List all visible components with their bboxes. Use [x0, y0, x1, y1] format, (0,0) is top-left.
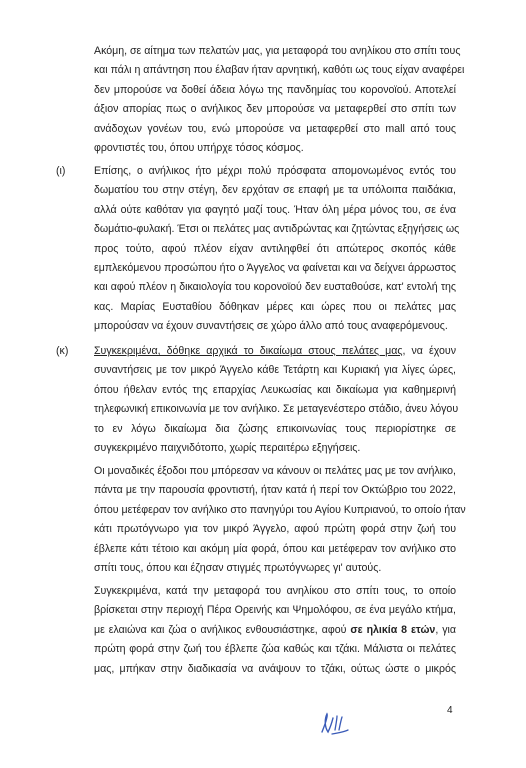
- text-line: προς τούτο, αφού πλέον είχαν αντιληφθεί ότι απώτερος σκοπός κάθε: [94, 242, 456, 255]
- text-line: δωμάτιο-φυλακή. Έτσι οι πελάτες μας αντιδρώντας και ζητώντας εξηγήσεις ως: [94, 223, 460, 236]
- text-line: Συγκεκριμένα, κατά την μεταφορά του ανηλίκου στο σπίτι τους, το οποίο: [94, 585, 456, 597]
- text-line: μπορούσαν να έχουν συναντήσεις σε χώρο άλλο από τους αναφερόμενους.: [94, 320, 448, 333]
- paragraph-3: [94, 342, 459, 458]
- text-line: κας. Μαρίας Ευσταθίου δόθηκαν μέρες και ώρες που οι πελάτες μας: [94, 300, 456, 313]
- text-line: δεν μπορούσε να δοθεί άδεια λόγω της πανδημίας του κορονοϊού. Αποτελεί: [94, 83, 456, 96]
- signature-mark: [318, 710, 352, 738]
- paragraph-4: [94, 462, 466, 578]
- text-line: δωματίου του στην στέγη, δεν ερχόταν σε επαφή με τα υπόλοιπα παιδάκια,: [94, 184, 456, 197]
- text-line: όπου ήθελαν εντός της επαρχίας Λευκωσίας και δικαίωμα για καθημερινή: [94, 383, 456, 396]
- line-head: με ελαιώνα και ζώα ο ανήλικος ενθουσιάστηκε, αφού: [94, 623, 347, 636]
- page-number: 4: [447, 705, 453, 716]
- text-line: το εν λόγω δικαίωμα δια ζώσης επικοινωνίας τους περιορίστηκε σε: [94, 422, 456, 435]
- paragraph-2: [94, 162, 460, 337]
- text-line: συναντήσεις με τον μικρό Άγγελο κάθε Τετάρτη και Κυριακή για λίγες ώρες,: [94, 364, 456, 377]
- text-line: εμπλεκόμενου προσώπου ήτο ο Άγγελος να φαίνεται και να δείχνει άρρωστος: [94, 262, 456, 275]
- text-line: πρώτη φορά στην ζωή του έβλεπε ζώα καθώς και τζάκι. Μάλιστα οι πελάτες: [94, 643, 456, 656]
- text-line: Οι μοναδικές έξοδοι που μπόρεσαν να κάνουν οι πελάτες μας με τον ανήλικο,: [94, 465, 456, 477]
- text-line: πάντα με την παρουσία φροντιστή, ήταν κατά ή περί τον Οκτώβριο του 2022,: [94, 484, 456, 497]
- line-tail: , για: [435, 623, 456, 636]
- text-line: ανάδοχων γονέων του, ενώ μπορούσε να μεταφερθεί στο mall από τους: [94, 122, 456, 135]
- text-line: Ακόμη, σε αίτημα των πελατών μας, για μεταφορά του ανηλίκου στο σπίτι τους: [94, 45, 461, 57]
- text-line: κάτι πρωτόγνωρο για τον μικρό Άγγελο, αφού πρώτη φορά στην ζωή του: [94, 523, 456, 536]
- text-line: και πάλι η απάντηση που έλαβαν ήταν αρνητική, καθότι ως τους είχαν αναφέρει: [94, 64, 465, 77]
- text-line: [94, 342, 456, 361]
- line-tail: , να έχουν: [402, 345, 457, 357]
- paragraph-5: [94, 582, 456, 679]
- text-line: φροντιστές του, όπου υπήρχε τόσος κόσμος.: [94, 142, 304, 155]
- text-line: τηλεφωνική επικοινωνία με τον ανήλικο. Σε μεταγενέστερο στάδιο, άνευ λόγου: [94, 403, 459, 416]
- text-line: [94, 621, 456, 640]
- text-line: και αφού πλέον η δικαιολογία του κορονοϊού δεν ευσταθούσε, κατ' εντολή της: [94, 281, 456, 294]
- text-line: όπου μετέφεραν τον ανήλικο στο πανηγύρι του Αγίου Κυπριανού, το οποίο ήταν: [94, 503, 466, 516]
- text-line: συγκεκριμένο παιχνιδότοπο, χωρίς περαιτέρω εξηγήσεις.: [94, 442, 361, 455]
- text-line: βρίσκεται στην περιοχή Πέρα Ορεινής και Ψημολόφου, σε ένα μεγάλο κτήμα,: [94, 604, 456, 617]
- text-line: Επίσης, ο ανήλικος ήτο μέχρι πολύ πρόσφατα απομονωμένος εντός του: [94, 165, 456, 177]
- text-line: μας, μπήκαν στην διαδικασία να ανάψουν το τζάκι, ούτως ώστε ο μικρός: [94, 662, 456, 675]
- text-line: έβλεπε κάτι τέτοιο και ακόμη μία φορά, όπου και μετέφεραν τον ανήλικο στο: [94, 542, 456, 555]
- text-line: άξιον απορίας πως ο ανήλικος δεν μπορούσε να μεταφερθεί στο σπίτι των: [94, 103, 456, 116]
- bold-phrase: σε ηλικία 8 ετών: [350, 623, 436, 636]
- paragraph-marker: (κ): [56, 345, 69, 357]
- underlined-phrase: Συγκεκριμένα, δόθηκε αρχικά το δικαίωμα στους πελάτες μας: [94, 345, 403, 357]
- paragraph-marker: (ι): [56, 165, 66, 177]
- text-line: αλλά ούτε καθόταν για φαγητό μαζί τους. Ήταν όλη μέρα μόνος του, σε ένα: [94, 203, 456, 216]
- text-line: σπίτι τους, όπου και έζησαν στιγμές πρωτόγνωρες γι' αυτούς.: [94, 562, 382, 575]
- paragraph-1: [94, 42, 465, 158]
